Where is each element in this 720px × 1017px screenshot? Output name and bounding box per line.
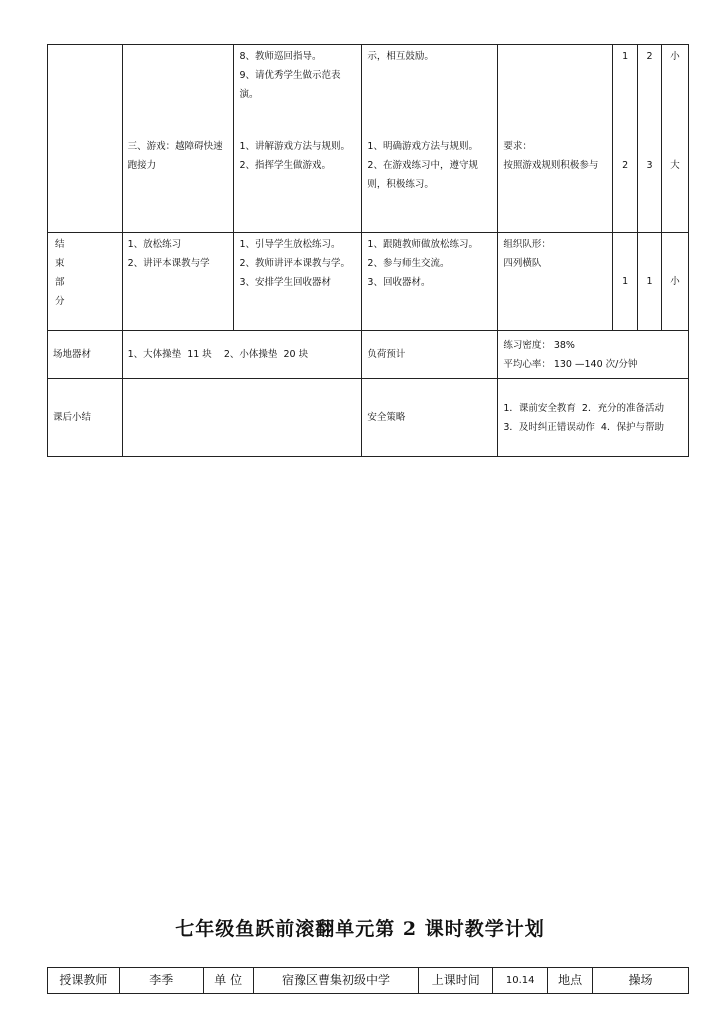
summary-label: 课后小结 <box>53 412 92 423</box>
place-label: 地点 <box>548 968 593 994</box>
equipment-value-cell <box>122 331 362 379</box>
method-line: 2、指挥学生做游戏。 <box>239 160 332 171</box>
load-label-cell <box>362 331 498 379</box>
place-value: 操场 <box>593 968 689 994</box>
student-line: 示，相互鼓励。 <box>367 51 434 62</box>
student-line: 3、回收器材。 <box>367 277 431 288</box>
duration-cell <box>638 233 662 331</box>
times-value: 1 <box>622 51 629 62</box>
section-label-cell <box>48 233 123 331</box>
student-activity-cell <box>362 45 498 233</box>
requirement-cell <box>498 45 613 233</box>
content-cell <box>122 45 234 233</box>
safety-line: 1．课前安全教育 2．充分的准备活动 <box>503 402 664 414</box>
practice-density: 练习密度： 38% <box>503 339 575 351</box>
load-value-cell <box>498 331 689 379</box>
content-line: 2、讲评本课教与学 <box>127 258 210 269</box>
times-cell <box>613 45 638 233</box>
time-value: 10.14 <box>493 968 548 994</box>
time-label: 上课时间 <box>419 968 493 994</box>
student-line: 2、参与师生交流。 <box>367 258 450 269</box>
ending-section-row <box>48 233 689 331</box>
teacher-method-cell <box>234 45 362 233</box>
section-char: 束 <box>55 258 65 269</box>
method-line: 3、安排学生回收器材 <box>239 277 332 288</box>
student-line: 1、明确游戏方法与规则。 <box>367 141 478 152</box>
organization-text: 四列横队 <box>503 258 542 269</box>
unit-label: 单 位 <box>203 968 253 994</box>
safety-label: 安全策略 <box>367 412 406 423</box>
equipment-row <box>48 331 689 379</box>
method-line: 1、引导学生放松练习。 <box>239 239 341 250</box>
intensity-value: 大 <box>670 160 680 171</box>
summary-row <box>48 379 689 457</box>
requirement-label: 要求： <box>503 141 532 152</box>
lesson-plan-table <box>47 44 689 457</box>
duration-value: 3 <box>646 160 653 171</box>
content-cell <box>122 233 234 331</box>
student-line: 1、跟随教师做放松练习。 <box>367 239 478 250</box>
times-cell <box>613 233 638 331</box>
content-line: 1、放松练习 <box>127 239 182 250</box>
teacher-method-cell <box>234 233 362 331</box>
intensity-cell <box>662 233 689 331</box>
duration-value: 1 <box>646 276 653 287</box>
times-value: 1 <box>622 276 629 287</box>
section-char: 结 <box>55 239 65 250</box>
lesson-plan-title: 七年级鱼跃前滚翻单元第 2 课时教学计划 <box>175 918 545 940</box>
equipment-label: 场地器材 <box>53 349 92 360</box>
duration-cell <box>638 45 662 233</box>
method-line: 8、教师巡回指导。 <box>239 51 322 62</box>
organization-label: 组织队形： <box>503 239 551 250</box>
student-activity-cell <box>362 233 498 331</box>
load-label: 负荷预计 <box>367 349 406 360</box>
average-heart-rate: 平均心率： 130 —140 次/分钟 <box>503 358 638 370</box>
method-line: 9、请优秀学生做示范表演。 <box>239 70 341 100</box>
safety-line: 3．及时纠正错误动作 4．保护与帮助 <box>503 421 664 433</box>
teacher-value: 李季 <box>119 968 203 994</box>
duration-value: 2 <box>646 51 653 62</box>
section-cell-empty <box>48 45 123 233</box>
safety-value-cell <box>498 379 689 457</box>
section-char: 部 <box>55 277 65 288</box>
summary-label-cell <box>48 379 123 457</box>
lesson-info-table <box>47 967 689 994</box>
game-content: 三、游戏：越障碍快速跑接力 <box>127 141 223 171</box>
organization-cell <box>498 233 613 331</box>
unit-value: 宿豫区曹集初级中学 <box>253 968 419 994</box>
teacher-label: 授课教师 <box>48 968 120 994</box>
times-value: 2 <box>622 160 629 171</box>
game-section-row <box>48 45 689 233</box>
requirement-text: 按照游戏规则积极参与 <box>503 160 599 171</box>
equipment-value: 1、大体操垫 11 块 2、小体操垫 20 块 <box>127 349 309 360</box>
equipment-label-cell <box>48 331 123 379</box>
safety-label-cell <box>362 379 498 457</box>
intensity-value: 小 <box>670 51 680 62</box>
summary-value-cell <box>122 379 362 457</box>
method-line: 2、教师讲评本课教与学。 <box>239 258 351 269</box>
student-line: 2、在游戏练习中，遵守规则，积极练习。 <box>367 160 478 190</box>
intensity-value: 小 <box>670 276 680 287</box>
method-line: 1、讲解游戏方法与规则。 <box>239 141 351 152</box>
section-char: 分 <box>55 296 65 307</box>
intensity-cell <box>662 45 689 233</box>
